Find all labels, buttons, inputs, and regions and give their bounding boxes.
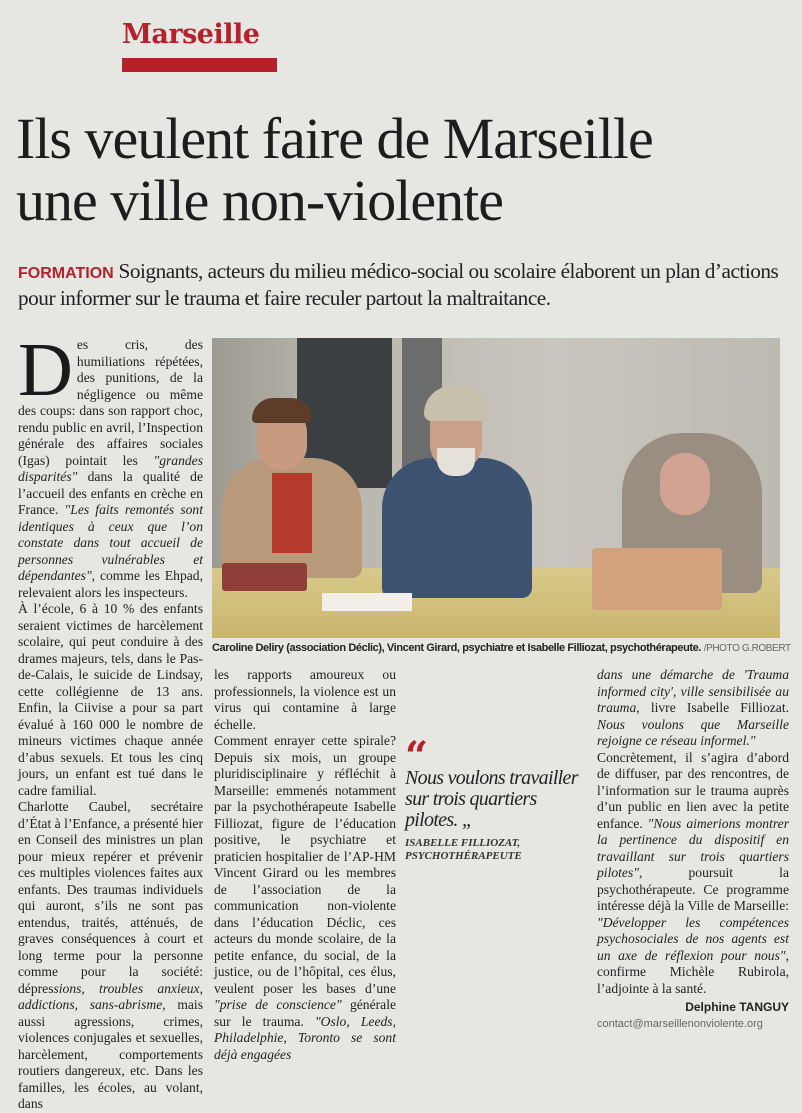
quoted-text: "Développer les compétences psychosociales de nos agents est un axe de réflexion pour nous" bbox=[597, 914, 789, 963]
quote-author-name: ISABELLE FILLIOZAT, bbox=[405, 837, 521, 849]
paragraph bbox=[214, 667, 396, 733]
column-3-body bbox=[597, 667, 789, 997]
quoted-text: "grandes disparités" bbox=[18, 452, 203, 484]
body-text: , livre Isabelle Filliozat. bbox=[636, 700, 789, 715]
body-text: les rapports amoureux ou professionnels, la violence est un virus qui contamine à large échelle. bbox=[214, 667, 396, 732]
quote-text: Nous voulons travailler sur trois quartiers pilotes. bbox=[405, 767, 578, 831]
paragraph bbox=[597, 667, 789, 750]
photo-credit: /PHOTO G.ROBERT bbox=[703, 643, 791, 654]
paragraph bbox=[18, 328, 203, 601]
body-text: dans la qualité de l’accueil des enfants en crèche en France. bbox=[18, 469, 203, 517]
body-text: , confirme Michèle Rubirola, l’adjointe à la santé. bbox=[597, 947, 789, 996]
section-bar bbox=[122, 58, 277, 72]
quote-author bbox=[405, 837, 593, 863]
standfirst-kicker: FORMATION bbox=[18, 265, 114, 282]
quote-close: „ bbox=[462, 809, 473, 831]
quoted-text: Nous voulons que Marseille rejoigne ce réseau informel." bbox=[597, 716, 789, 748]
quoted-text: "Nous aimerions montrer la pertinence du dispositif en travaillant sur trois quartiers pilotes" bbox=[597, 815, 789, 880]
paragraph bbox=[18, 799, 203, 1113]
article-column-1 bbox=[18, 328, 203, 1113]
body-text: À l’école, 6 à 10 % des enfants seraient victimes de harcèlement scolaire, qui peut conduire à des drames majeurs, tels, dans le Pas-de-Calais, le suicide de Lindsay, cette collégienne de 13 ans. Enfin, la Ciivise a pour sa part évalué à 160 000 le nombre de mineurs victimes chaque année d’abus sexuels. Et tous les cinq jours, un enfant est tué dans le cadre familial. bbox=[18, 601, 203, 798]
body-text: , comme les Ehpad, relevaient alors les inspecteurs. bbox=[18, 568, 203, 600]
paragraph bbox=[18, 601, 203, 799]
quoted-text: sions, troubles anxieux, addictions, sans-abrisme bbox=[18, 980, 203, 1012]
headline-line-1: Ils veulent faire de Marseille bbox=[16, 106, 653, 171]
standfirst bbox=[18, 259, 798, 311]
quote-body bbox=[405, 768, 593, 831]
quote-author-role: PSYCHOTHÉRAPEUTE bbox=[405, 850, 522, 862]
standfirst-text: Soignants, acteurs du milieu médico-social ou scolaire élaborent un plan d’actions pour informer sur le trauma et faire reculer partout la maltraitance. bbox=[18, 259, 779, 310]
quoted-text: dans une démarche de 'Trauma informed city', ville sensibilisée au trauma bbox=[597, 667, 789, 715]
paragraph bbox=[597, 750, 789, 998]
pull-quote bbox=[405, 733, 593, 863]
contact-email[interactable]: contact@marseillenonviolente.org bbox=[597, 1018, 763, 1030]
headline-line-2: une ville non-violente bbox=[16, 168, 503, 233]
body-text: es cris, des humiliations répétées, des punitions, de la négligence ou même des coups: dans son rapport choc, rendu public en avril, l’Inspection générale des affaires sociales (Igas) pointait les bbox=[18, 337, 203, 468]
article-column-3 bbox=[597, 667, 789, 1031]
article-photo bbox=[212, 338, 780, 638]
caption-text: Caroline Deliry (association Déclic), Vincent Girard, psychiatre et Isabelle Filliozat, psychothérapeute. bbox=[212, 642, 702, 654]
body-text: Concrètement, il s’agira d’abord de diffuser, par des rencontres, de l’information sur le trauma auprès d’un public en lien avec la petite enfance. bbox=[597, 749, 789, 831]
body-text: Charlotte Caubel, secrétaire d’État à l’Enfance, a présenté hier en Conseil des ministres un plan pour mieux repérer et prévenir ces multiples violences faites aux enfants. Des traumas individuels qui auront, s’ils ne sont pas entendus, traités, atténués, de graves conséquences à court et long terme pour la personne comme pour la société: dépres bbox=[18, 799, 203, 996]
quoted-text: "Oslo, Leeds, Philadelphie, Toronto se sont déjà engagées bbox=[214, 1013, 396, 1062]
section-rubric bbox=[122, 18, 277, 72]
photo-caption bbox=[212, 642, 802, 655]
section-title: Marseille bbox=[122, 19, 260, 50]
byline: Delphine TANGUY bbox=[685, 1000, 789, 1014]
body-text: , mais aussi agressions, crimes, violences conjugales et sexuelles, harcèlement, comportements routiers dangereux, etc. Dans les familles, les écoles, au volant, dans bbox=[18, 997, 203, 1111]
quoted-text: "prise de conscience" bbox=[214, 997, 342, 1012]
quote-mark-icon: “ bbox=[405, 733, 429, 780]
body-text: générale sur le trauma. bbox=[214, 997, 397, 1029]
body-text: , poursuit la psychothérapeute. Ce programme intéresse déjà la Ville de Marseille: bbox=[597, 865, 789, 913]
body-text: Comment enrayer cette spirale? Depuis six mois, un groupe pluridisciplinaire y réfléchit à Marseille: emmenés notamment par la psychothérapeute Isabelle Filliozat, figure de l’éducation positive, le psychiatre et praticien hospitalier de l’AP-HM Vincent Girard ou les membres de l’association de la communication non-violente dans l’éducation Déclic, ces acteurs du monde scolaire, de la petite enfance, du social, de la justice, ou de l’hôpital, ces élus, veulent poser les bases d’une bbox=[214, 733, 396, 996]
quoted-text: "Les faits remontés sont identiques à ceux que l’on constate dans tout accueil de personnes vulnérables et dépendantes" bbox=[18, 502, 203, 583]
paragraph bbox=[214, 733, 396, 1063]
article-column-2 bbox=[214, 667, 396, 1063]
headline bbox=[16, 108, 802, 232]
drop-cap: D bbox=[18, 328, 73, 412]
